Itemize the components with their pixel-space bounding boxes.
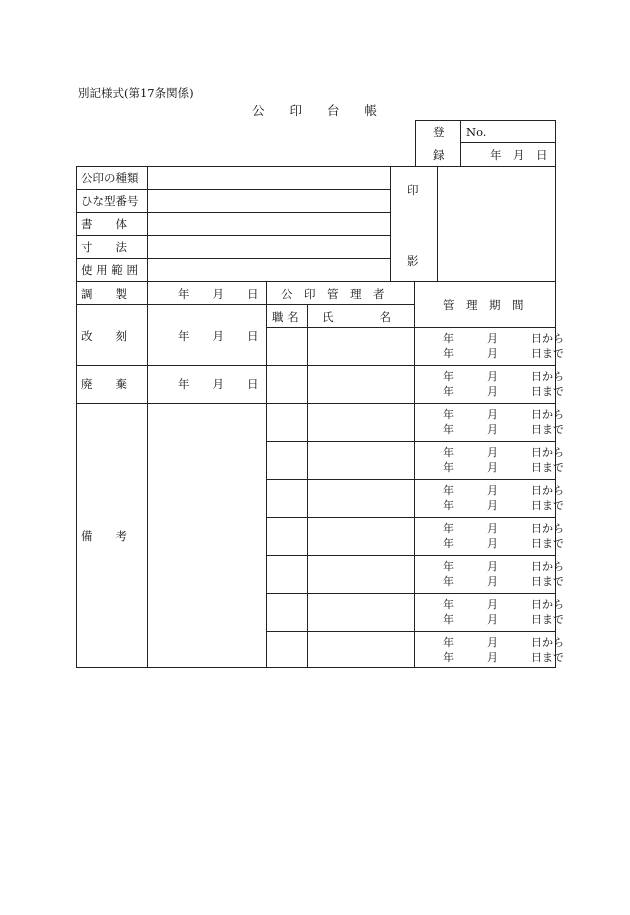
- period-from[interactable]: 年 月 日から: [443, 446, 564, 459]
- seal-impression-area[interactable]: [438, 167, 555, 281]
- period-from[interactable]: 年 月 日から: [443, 408, 564, 421]
- period-until[interactable]: 年 月 日まで: [443, 575, 564, 588]
- seal-type-field[interactable]: [148, 167, 390, 189]
- period-from[interactable]: 年 月 日から: [443, 332, 564, 345]
- period-from[interactable]: 年 月 日から: [443, 636, 564, 649]
- period-from[interactable]: 年 月 日から: [443, 484, 564, 497]
- form-note: 別記様式(第17条関係): [78, 86, 194, 100]
- period-until[interactable]: 年 月 日まで: [443, 651, 564, 664]
- period-until[interactable]: 年 月 日まで: [443, 461, 564, 474]
- dimensions-field[interactable]: [148, 236, 390, 258]
- period-until[interactable]: 年 月 日まで: [443, 537, 564, 550]
- seal-impression-label-bottom: 影: [407, 254, 419, 268]
- custodian-title-header: 職 名: [272, 310, 299, 324]
- period-from[interactable]: 年 月 日から: [443, 522, 564, 535]
- registration-number[interactable]: No.: [466, 125, 487, 139]
- label-seal-type: 公印の種類: [81, 171, 139, 185]
- registration-date[interactable]: 年 月 日: [490, 148, 548, 162]
- seal-impression-label-top: 印: [407, 183, 419, 197]
- period-from[interactable]: 年 月 日から: [443, 598, 564, 611]
- period-until[interactable]: 年 月 日まで: [443, 385, 564, 398]
- revised-date[interactable]: 年 月 日: [178, 329, 259, 343]
- template-number-field[interactable]: [148, 190, 390, 212]
- label-made: 調 製: [81, 287, 127, 301]
- usage-scope-field[interactable]: [148, 259, 390, 281]
- period-until[interactable]: 年 月 日まで: [443, 347, 564, 360]
- remarks-field[interactable]: [148, 404, 266, 667]
- period-until[interactable]: 年 月 日まで: [443, 613, 564, 626]
- period-header: 管 理 期 間: [443, 298, 524, 312]
- label-revised: 改 刻: [81, 329, 127, 343]
- registration-label-top: 登: [433, 125, 445, 139]
- label-usage-scope: 使 用 範 囲: [81, 263, 138, 277]
- label-remarks: 備 考: [81, 529, 127, 543]
- custodian-name-header: 氏 名: [322, 310, 391, 324]
- period-from[interactable]: 年 月 日から: [443, 370, 564, 383]
- page-title: 公 印 台 帳: [252, 103, 378, 118]
- custodian-header: 公 印 管 理 者: [281, 287, 385, 301]
- registration-label-bottom: 録: [433, 148, 445, 162]
- label-template-number: ひな型番号: [81, 194, 139, 208]
- period-until[interactable]: 年 月 日まで: [443, 499, 564, 512]
- made-date[interactable]: 年 月 日: [178, 287, 259, 301]
- typeface-field[interactable]: [148, 213, 390, 235]
- label-discarded: 廃 棄: [81, 377, 127, 391]
- label-typeface: 書 体: [81, 217, 127, 231]
- period-until[interactable]: 年 月 日まで: [443, 423, 564, 436]
- discarded-date[interactable]: 年 月 日: [178, 377, 259, 391]
- label-dimensions: 寸 法: [81, 240, 127, 254]
- period-from[interactable]: 年 月 日から: [443, 560, 564, 573]
